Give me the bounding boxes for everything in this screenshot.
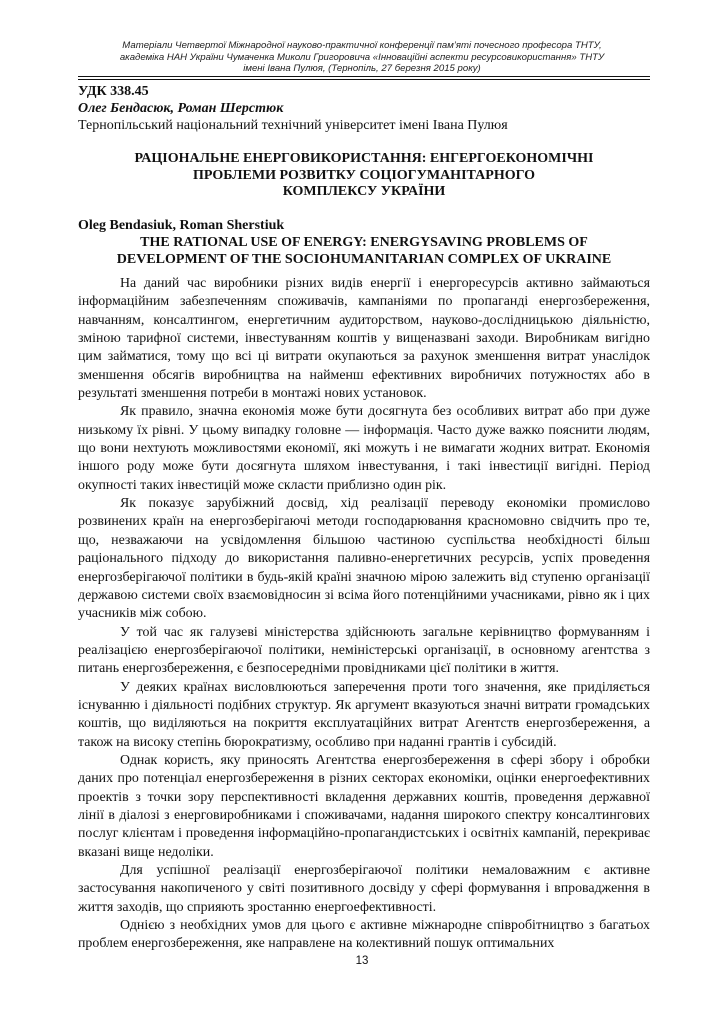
authors-english: Oleg Bendasiuk, Roman Sherstiuk (78, 218, 285, 233)
title-english (78, 235, 650, 268)
paragraph: У деяких країнах висловлюються заперечення проти того значення, яке приділяється існуванню і діяльності подібних структур. Як аргумент вказуються значні витрати громадських коштів, що виділяються на покриття експлуатаційних витрат Агентств енергозбереження, а також на високу степінь бюрократизму, особливо при наданні грантів і субсидій. (78, 679, 650, 750)
header-divider-thin (78, 79, 650, 80)
udk-code: УДК 338.45 (78, 84, 149, 99)
title-ukrainian (78, 151, 650, 201)
paragraph: Як правило, значна економія може бути досягнута без особливих витрат або при дуже низькому їх рівні. У цьому випадку головне — інформація. Часто дуже важко пояснити людям, що вони нехтують можливостями економії, які можуть і не вимагати жодних витрат. Економія іншого роду може бути досягнута шляхом інвестування, і такі інвестиції вигідні. Період окупності таких інвестицій може скласти приблизно один рік. (78, 404, 650, 493)
page-number: 13 (355, 955, 369, 967)
affiliation: Тернопільський національний технічний університет імені Івана Пулюя (78, 118, 508, 133)
title-en-line-2: DEVELOPMENT OF THE SOCIOHUMANITARIAN COMPLEX OF UKRAINE (116, 251, 612, 267)
paragraph: Як показує зарубіжний досвід, хід реалізації переводу економіки промислово розвинених країн на енергозберігаючі методи господарювання красномовно свідчить про те, що, незважаючи на усвідомлення більшою частиною суспільства необхідності більш раціонального підходу до використання паливно-енергетичних ресурсів, успіх проведення енергозберігаючої політики в будь-якій країні значною мірою залежить від ступеню організації державою системи своїх взаємовідносин зі всіма його потенційними учасниками, рівно як і цих учасників між собою. (78, 496, 650, 622)
title-ua-line-2: ПРОБЛЕМИ РОЗВИТКУ СОЦІОГУМАНІТАРНОГО (192, 167, 536, 183)
conference-header (70, 40, 654, 75)
paragraph: Для успішної реалізації енергозберігаючої політики немаловажним є активне застосування накопиченого у світі позитивного досвіду у сфері формування і впровадження в життя заходів, що сприяють зростанню енергоефективності. (78, 863, 650, 915)
header-divider-thick (78, 76, 650, 77)
paragraph: На даний час виробники різних видів енергії і енергоресурсів активно займаються інформаційним забезпеченням споживачів, кампаніями по пропаганді енергозбереження, навчанням, консалтингом, енергетичним аудиторством, науково-дослідницькою діяльністю, зміною тарифної системи, інвестуванням коштів у вищеназвані заходи. Виробникам вигідно цим займатися, тому що всі ці витрати окупаються за рахунок зменшення витрат унаслідок зменшення обсягів виробництва на найменш ефективних виробничих потужностях або в результаті зменшення потреби в монтажі нових установок. (78, 276, 650, 402)
header-line-2: академіка НАН України Чумаченка Миколи Григоровича «Інноваційні аспекти ресурсовикористання» ТНТУ (119, 51, 605, 63)
title-en-line-1: THE RATIONAL USE OF ENERGY: ENERGYSAVING PROBLEMS OF (140, 235, 588, 250)
authors-ukrainian: Олег Бендасюк, Роман Шерстюк (78, 101, 284, 116)
header-line-1: Матеріали Четвертої Міжнародної науково-практичної конференції пам’яті почесного професора ТНТУ, (122, 40, 602, 51)
header-line-3: імені Івана Пулюя, (Тернопіль, 27 березня 2015 року) (243, 63, 481, 74)
article-body (78, 275, 650, 954)
title-ua-line-3: КОМПЛЕКСУ УКРАЇНИ (282, 184, 446, 199)
paragraph: Однією з необхідних умов для цього є активне міжнародне співробітництво з багатьох проблем енергозбереження, яке направлене на колективний пошук оптимальних (78, 918, 650, 952)
paragraph: Однак користь, яку приносять Агентства енергозбереження в сфері збору і обробки даних про потенціал енергозбереження в різних секторах економіки, оцінки енергоефективних проектів з точки зору перспективності вкладення державних коштів, проведення державної лінії в діалозі з енерговиробниками і споживачами, надання широкого спектру консалтингових послуг клієнтам і проведення інформаційно-пропагандистських і освітніх кампаній, перекриває вказані вище недоліки. (78, 752, 650, 860)
paragraph: У той час як галузеві міністерства здійснюють загальне керівництво формуванням і реалізацією енергозберігаючої політики, неміністерські організації, в основному агентства з питань енергозбереження, є безпосередніми провідниками цієї політики в життя. (78, 624, 650, 677)
title-ua-line-1: РАЦІОНАЛЬНЕ ЕНЕРГОВИКОРИСТАННЯ: ЕНГЕРГОЕКОНОМІЧНІ (134, 151, 594, 166)
